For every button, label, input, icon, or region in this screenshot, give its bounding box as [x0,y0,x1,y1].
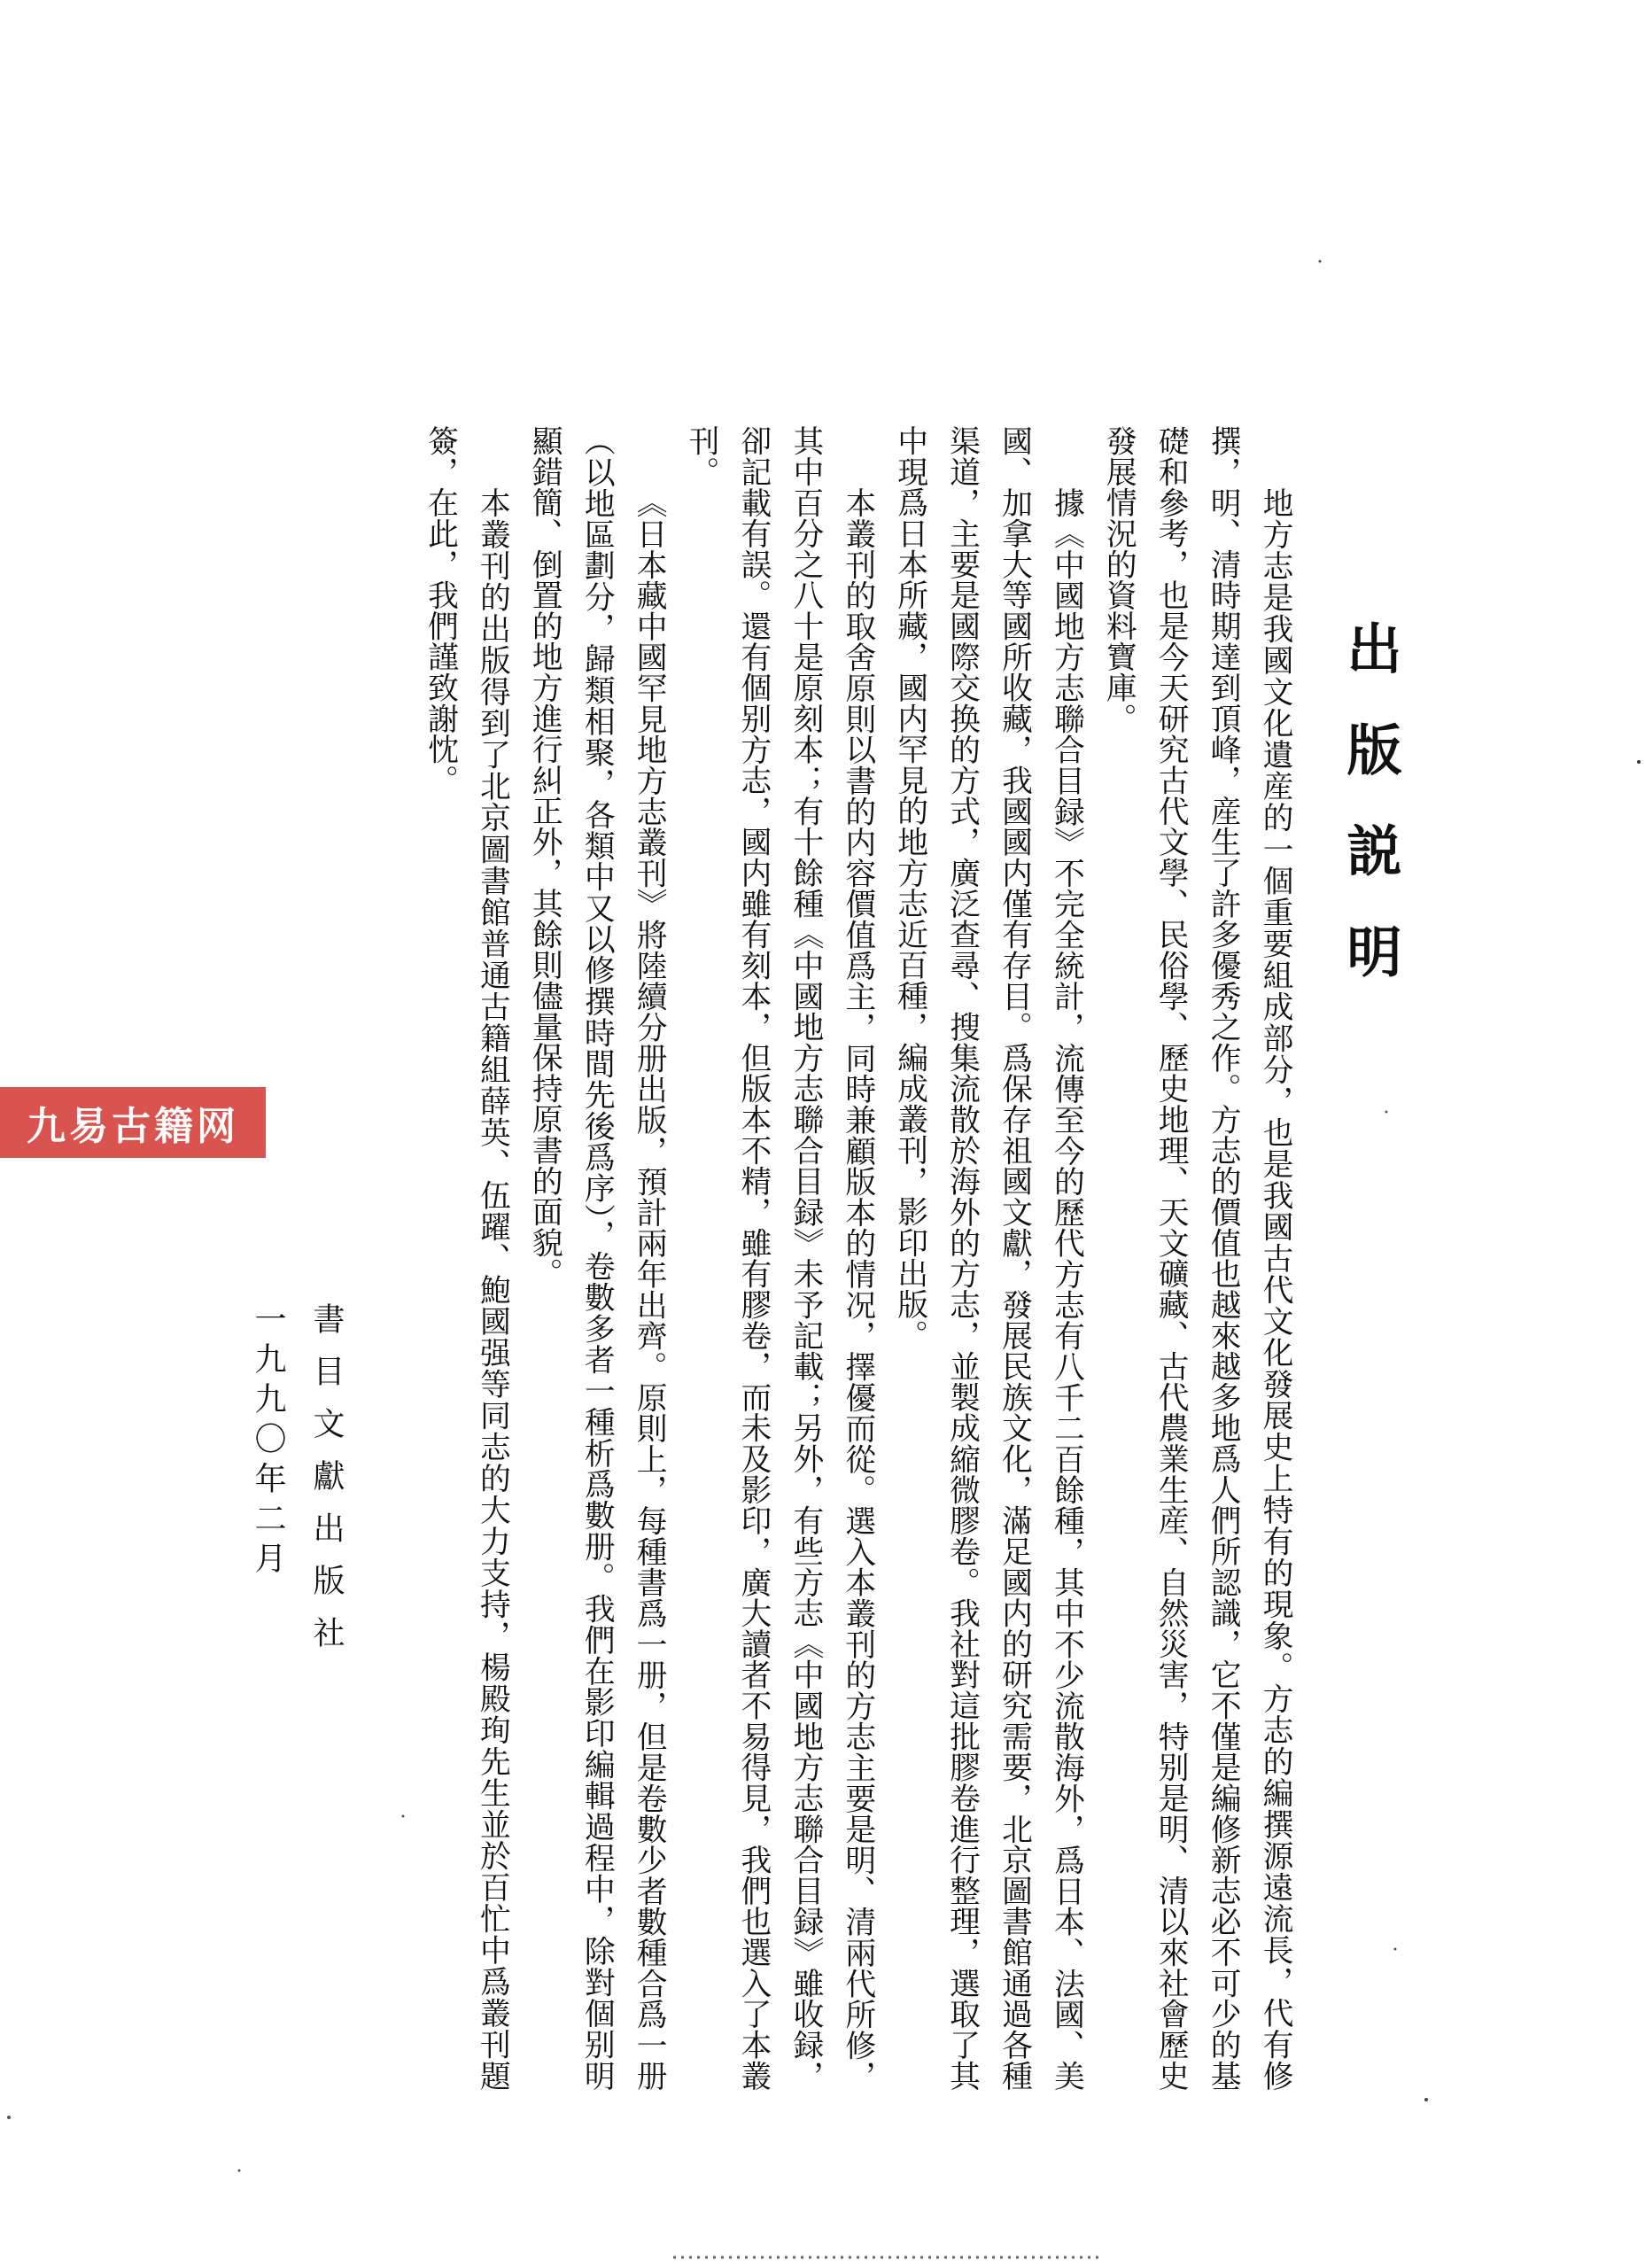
page-title: 出版説明 [1338,620,1402,1024]
paragraph: 本叢刊的取舍原則以書的内容價值爲主，同時兼顧版本的情况，擇優而從。選入本叢刊的方志主要是明、清兩代所修，其中百分之八十是原刻本；有十餘種《中國地方志聯合目録》未予記載；另外，有些方志《中國地方志聯合目録》雖收録，卻記載有誤。還有個别方志，國内雖有刻本，但版本不精，雖有膠卷，而未及影印，廣大讀者不易得見，我們也選入了本叢刊。 [683,425,875,2091]
publication-date: 一九九〇年二月 [250,1302,286,1581]
paragraph: 地方志是我國文化遺産的一個重要組成部分，也是我國古代文化發展史上特有的現象。方志的編撰源遠流長，代有修撰，明、清時期達到頂峰，産生了許多優秀之作。方志的價值也越來越多地爲人們所認識，它不僅是編修新志必不可少的基礎和參考，也是今天研究古代文學、民俗學、歷史地理、天文礦藏、古代農業生産、自然災害，特别是明、清以來社會歷史發展情況的資料寶庫。 [1100,425,1292,2091]
paragraph: 《日本藏中國罕見地方志叢刊》將陸續分册出版，預計兩年出齊。原則上，每種書爲一册，但是卷數少者數種合爲一册（以地區劃分，歸類相聚，各類中又以修撰時間先後爲序），卷數多者一種析爲數册。我們在影印編輯過程中，除對個别明顯錯簡、倒置的地方進行糾正外，其餘則儘量保持原書的面貌。 [526,425,667,2091]
paragraph: 據《中國地方志聯合目録》不完全統計，流傳至今的歷代方志有八千二百餘種，其中不少流散海外，爲日本、法國、美國、加拿大等國所收藏，我國國内僅有存目。爲保存祖國文獻，發展民族文化，滿足國内的研究需要，北京圖書館通過各種渠道，主要是國際交换的方式，廣泛查尋、搜集流散於海外的方志，並製成縮微膠卷。我社對這批膠卷進行整理，選取了其中現爲日本所藏，國内罕見的地方志近百種，編成叢刊，影印出版。 [891,425,1084,2091]
watermark-text: 九易古籍网 [27,1104,239,1149]
paragraph: 本叢刊的出版得到了北京圖書館普通古籍組薛英、伍躍、鮑國强等同志的大力支持，楊殿珣先生並於百忙中爲叢刊題簽，在此，我們謹致謝忱。 [422,425,510,2091]
publisher-signature: 書目文獻出版社 [308,1302,345,1668]
